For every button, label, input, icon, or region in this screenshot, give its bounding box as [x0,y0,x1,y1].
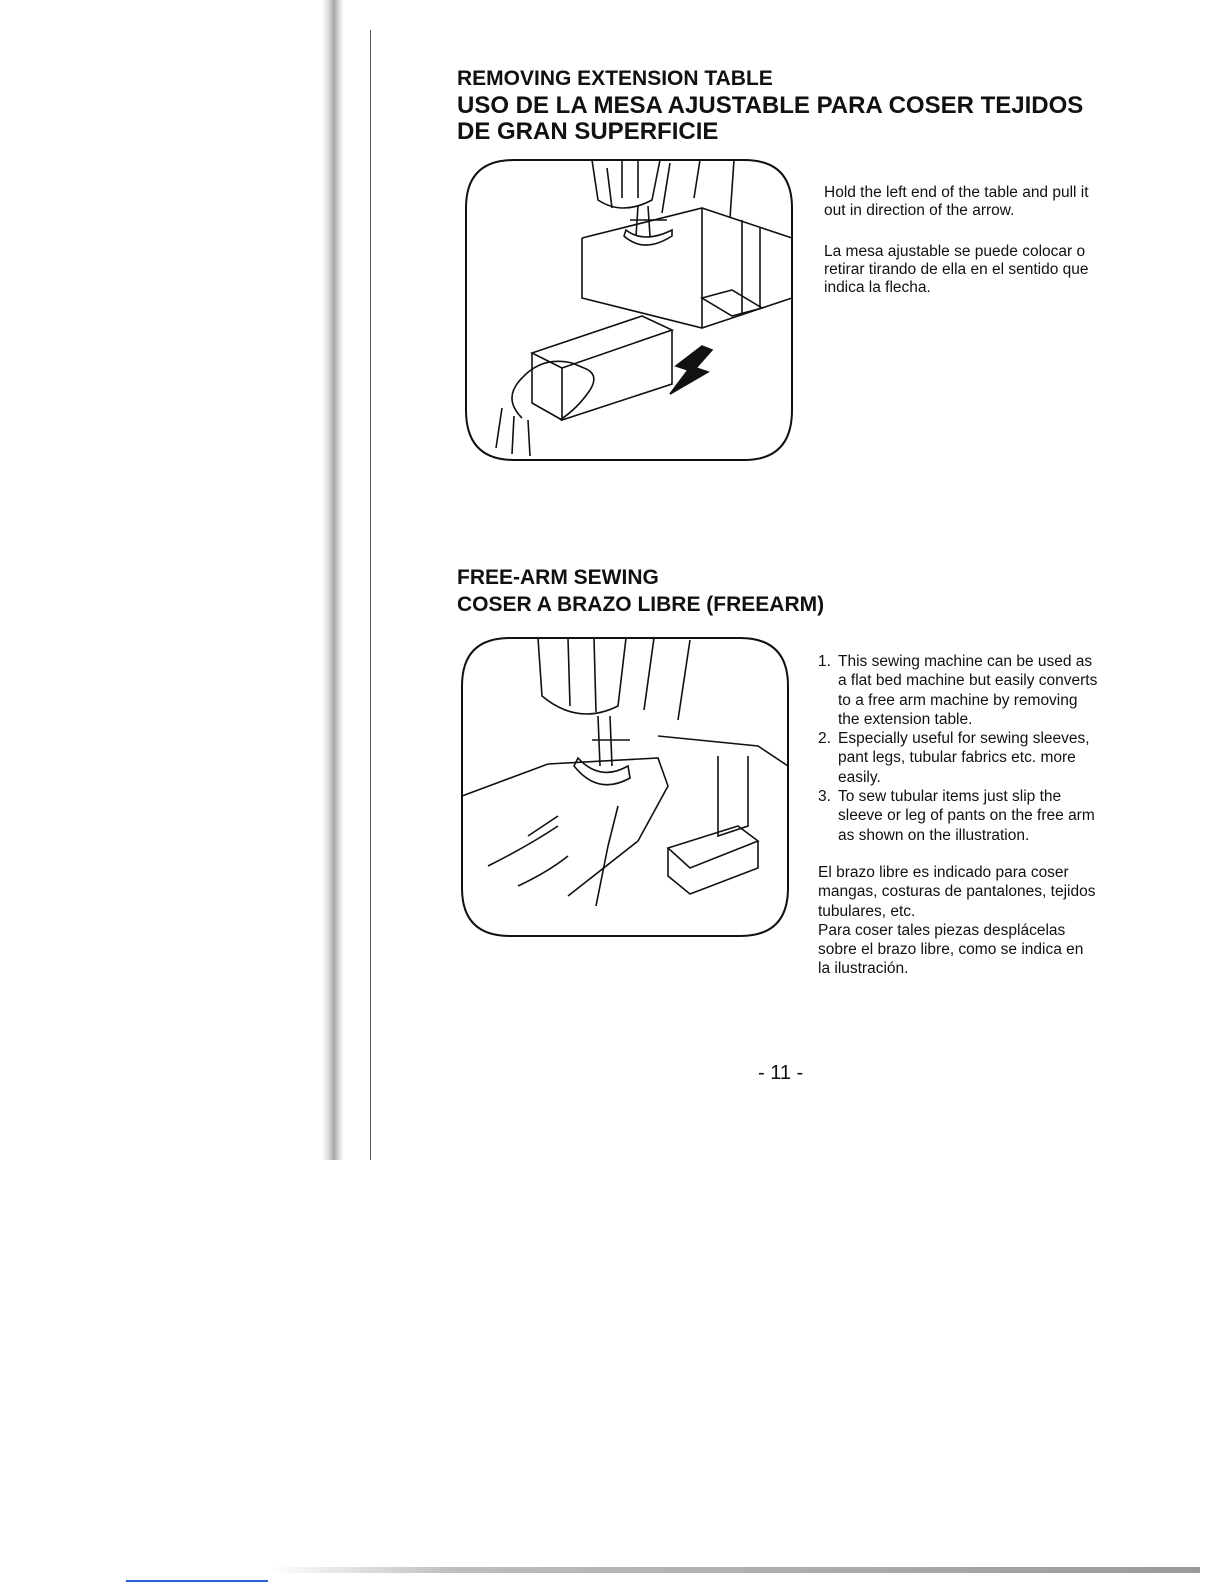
illustration-free-arm [458,636,792,940]
binding-shadow [322,0,344,1160]
text-es-line1: La mesa ajustable se puede colocar o [824,243,1086,260]
heading-free-arm-sewing: FREE-ARM SEWING [457,566,659,589]
text-es-line: la ilustración. [818,960,909,978]
step-line: Especially useful for sewing sleeves, [838,730,1090,748]
text-es-line: Para coser tales piezas desplácelas [818,921,1066,939]
step-line: To sew tubular items just slip the [838,788,1062,806]
step-line: easily. [838,768,881,786]
step-item [818,787,1097,845]
step-line: pant legs, tubular fabrics etc. more [838,749,1076,767]
step-line: to a free arm machine by removing [838,691,1078,709]
step-line: This sewing machine can be used as [838,653,1093,670]
text-es-line: mangas, costuras de pantalones, tejidos [818,883,1096,901]
free-arm-steps [818,652,1097,845]
step-line: a flat bed machine but easily converts [838,672,1098,690]
text-es-line2: retirar tirando de ella en el sentido que [824,261,1089,278]
step-number: 2. [818,730,831,748]
footer-link-line [126,1580,268,1582]
step-number: 1. [818,653,831,670]
step-item [818,652,1097,729]
text-es-line3: indica la flecha. [824,279,931,296]
heading-removing-extension-table: REMOVING EXTENSION TABLE [457,67,773,90]
step-line: the extension table. [838,710,973,728]
text-es-free-arm [818,863,1095,979]
step-item [818,729,1097,787]
step-line: as shown on the illustration. [838,826,1030,844]
text-en-line1: Hold the left end of the table and pull it [824,184,1089,201]
heading-uso-mesa-line2: DE GRAN SUPERFICIE [457,118,719,145]
illustration-removing-table [462,158,796,463]
step-line: sleeve or leg of pants on the free arm [838,807,1095,825]
step-number: 3. [818,788,831,806]
text-es-line: El brazo libre es indicado para coser [818,864,1069,881]
text-en-line2: out in direction of the arrow. [824,202,1015,219]
heading-coser-brazo-libre: COSER A BRAZO LIBRE (FREEARM) [457,593,825,616]
heading-uso-mesa-line1: USO DE LA MESA AJUSTABLE PARA COSER TEJIDOS [457,92,1084,119]
page-number: - 11 - [758,1062,804,1084]
text-es-line: tubulares, etc. [818,902,916,920]
footer-rule [270,1567,1200,1573]
binding-line [370,30,371,1160]
text-es-line: sobre el brazo libre, como se indica en [818,941,1084,959]
